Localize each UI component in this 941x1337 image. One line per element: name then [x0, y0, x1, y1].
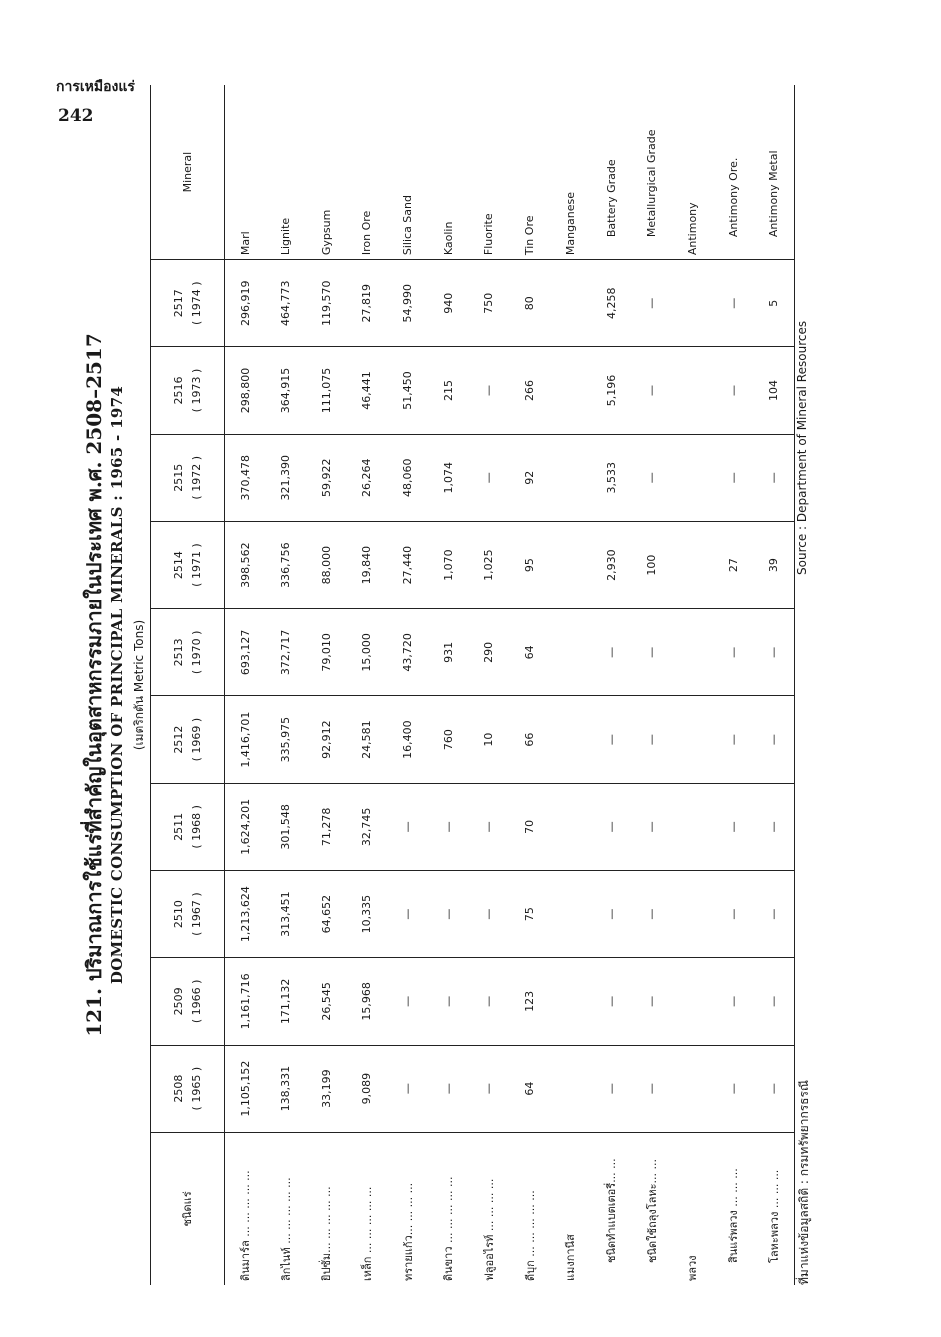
value-cell: —	[753, 783, 794, 870]
table-row	[428, 85, 469, 1285]
mineral-thai-name: ลิกไนท์ ... ... ... ... ...	[279, 1177, 293, 1281]
value-cell: 80	[509, 260, 550, 347]
value-cell: —	[428, 958, 469, 1045]
value-cell: —	[753, 870, 794, 957]
value-cell: —	[631, 1045, 672, 1132]
value-cell: —	[753, 434, 794, 521]
value-cell: 1,105,152	[225, 1045, 266, 1132]
value-cell: —	[713, 696, 754, 783]
mineral-english-name: Antimony Ore.	[713, 85, 754, 260]
table-row	[672, 85, 713, 1285]
year-header-2509	[151, 958, 225, 1045]
value-cell: —	[631, 434, 672, 521]
value-cell: 398,562	[225, 521, 266, 608]
value-cell: —	[387, 783, 428, 870]
value-cell: —	[631, 958, 672, 1045]
source-thai: ที่มาแห่งข้อมูลสถิติ : กรมทรัพยากรธรณี	[797, 1079, 811, 1285]
value-cell: 64	[509, 1045, 550, 1132]
value-cell: 19,840	[347, 521, 388, 608]
mineral-consumption-table	[150, 85, 795, 1285]
value-cell: —	[753, 958, 794, 1045]
value-cell: 138,331	[265, 1045, 306, 1132]
value-cell: 24,581	[347, 696, 388, 783]
value-cell: 104	[753, 347, 794, 434]
value-cell: 71,278	[306, 783, 347, 870]
value-cell	[550, 347, 591, 434]
value-cell: 46,441	[347, 347, 388, 434]
table-row	[509, 85, 550, 1285]
year-ad: ( 1966 )	[189, 979, 203, 1024]
value-cell: 5	[753, 260, 794, 347]
mineral-english-name: Iron Ore	[347, 85, 388, 260]
mineral-thai-name: ดินขาว ... ... ... ... ...	[442, 1176, 456, 1281]
table-row	[469, 85, 510, 1285]
value-cell: 296,919	[225, 260, 266, 347]
value-cell: —	[469, 783, 510, 870]
table-row	[387, 85, 428, 1285]
year-be: 2511	[171, 812, 185, 841]
value-cell: 760	[428, 696, 469, 783]
value-cell: —	[631, 260, 672, 347]
value-cell: —	[631, 347, 672, 434]
value-cell: 266	[509, 347, 550, 434]
mineral-thai-name: เหล็ก ... ... ... ... ...	[360, 1186, 374, 1281]
value-cell: 2,930	[591, 521, 632, 608]
mineral-english-name: Antimony Metal	[753, 85, 794, 260]
value-cell: 88,000	[306, 521, 347, 608]
value-cell	[550, 434, 591, 521]
value-cell: 27,440	[387, 521, 428, 608]
value-cell: 1,070	[428, 521, 469, 608]
mineral-thai-name: ชนิดทำแบตเตอรี่... ...	[605, 1158, 619, 1263]
value-cell: 215	[428, 347, 469, 434]
table-row	[753, 85, 794, 1285]
value-cell: 79,010	[306, 609, 347, 696]
mineral-thai-name: ทรายแก้ว... ... ... ...	[401, 1182, 415, 1281]
year-be: 2515	[171, 463, 185, 492]
mineral-thai-name: ฟลูออไรท์ ... ... ... ...	[482, 1178, 496, 1281]
value-cell: 335,975	[265, 696, 306, 783]
value-cell: —	[713, 347, 754, 434]
year-header-2515	[151, 434, 225, 521]
year-ad: ( 1971 )	[189, 543, 203, 587]
mineral-thai-name: ยิปซั่ม... ... ... ... ...	[320, 1186, 334, 1281]
table-row	[306, 85, 347, 1285]
value-cell: 39	[753, 521, 794, 608]
value-cell: 1,624,201	[225, 783, 266, 870]
value-cell: —	[591, 696, 632, 783]
mineral-thai-name: สินแร่พลวง ... ... ...	[727, 1168, 741, 1263]
year-be: 2516	[171, 376, 185, 405]
value-cell: 123	[509, 958, 550, 1045]
year-header-2516	[151, 347, 225, 434]
value-cell	[672, 1045, 713, 1132]
table-header-row	[151, 85, 225, 1285]
year-be: 2512	[171, 725, 185, 754]
value-cell: 27,819	[347, 260, 388, 347]
value-cell	[550, 696, 591, 783]
value-cell: 111,075	[306, 347, 347, 434]
value-cell: —	[469, 347, 510, 434]
year-be: 2517	[171, 289, 185, 318]
value-cell: 693,127	[225, 609, 266, 696]
value-cell: 4,258	[591, 260, 632, 347]
value-cell: 64,652	[306, 870, 347, 957]
mineral-english-name: Kaolin	[428, 85, 469, 260]
value-cell: 750	[469, 260, 510, 347]
value-cell: —	[631, 783, 672, 870]
value-cell: 119,570	[306, 260, 347, 347]
year-be: 2509	[171, 987, 185, 1016]
value-cell: 1,161,716	[225, 958, 266, 1045]
year-ad: ( 1974 )	[189, 281, 203, 326]
mineral-english-name: Marl	[225, 85, 266, 260]
value-cell: 372,717	[265, 609, 306, 696]
value-cell: 1,416,701	[225, 696, 266, 783]
table-row	[591, 85, 632, 1285]
value-cell	[550, 958, 591, 1045]
value-cell	[672, 260, 713, 347]
table-title-english: DOMESTIC CONSUMPTION OF PRINCIPAL MINERALS : 1965 - 1974	[108, 385, 126, 985]
mineral-thai-name: โลหะพลวง ... ... ...	[753, 1132, 794, 1285]
value-cell: —	[387, 1045, 428, 1132]
value-cell: —	[469, 958, 510, 1045]
value-cell: 75	[509, 870, 550, 957]
value-cell: —	[713, 609, 754, 696]
mineral-english-name: Lignite	[265, 85, 306, 260]
value-cell: 51,450	[387, 347, 428, 434]
value-cell: 32,745	[347, 783, 388, 870]
value-cell: —	[469, 870, 510, 957]
source-english: Source : Department of Mineral Resources	[795, 320, 809, 575]
value-cell: 5,196	[591, 347, 632, 434]
value-cell: 370,478	[225, 434, 266, 521]
mineral-thai-name: แมงกานีส	[564, 1234, 578, 1281]
value-cell: 313,451	[265, 870, 306, 957]
value-cell: 95	[509, 521, 550, 608]
year-be: 2508	[171, 1074, 185, 1103]
mineral-thai-name: ดีบุก ... ... ... ... ...	[523, 1190, 537, 1281]
value-cell: 15,000	[347, 609, 388, 696]
value-cell: 100	[631, 521, 672, 608]
value-cell: 43,720	[387, 609, 428, 696]
value-cell: 298,800	[225, 347, 266, 434]
value-cell: 92,912	[306, 696, 347, 783]
year-header-2508	[151, 1045, 225, 1132]
value-cell: 3,533	[591, 434, 632, 521]
mineral-thai-name: ชนิดใช้ถลุงโลหะ... ...	[645, 1158, 659, 1263]
table-unit: (เมตริกตัน Metric Tons)	[132, 619, 146, 751]
value-cell: 64	[509, 609, 550, 696]
mineral-thai-name: ดินมาร์ล ... ... ... ... ...	[239, 1170, 253, 1281]
value-cell: 1,074	[428, 434, 469, 521]
mineral-thai-name: พลวง	[686, 1255, 700, 1281]
year-header-2513	[151, 609, 225, 696]
table-row	[265, 85, 306, 1285]
value-cell	[672, 609, 713, 696]
value-cell: 16,400	[387, 696, 428, 783]
year-header-2511	[151, 783, 225, 870]
value-cell: —	[591, 1045, 632, 1132]
value-cell: 26,264	[347, 434, 388, 521]
value-cell	[672, 870, 713, 957]
year-be: 2510	[171, 900, 185, 929]
value-cell: 66	[509, 696, 550, 783]
year-ad: ( 1968 )	[189, 805, 203, 849]
year-be: 2513	[171, 638, 185, 667]
year-ad: ( 1969 )	[189, 717, 203, 762]
value-cell: —	[387, 958, 428, 1045]
value-cell: —	[591, 958, 632, 1045]
year-header-2517	[151, 260, 225, 347]
year-ad: ( 1967 )	[189, 892, 203, 936]
year-header-2510	[151, 870, 225, 957]
mineral-english-name: Gypsum	[306, 85, 347, 260]
value-cell: 70	[509, 783, 550, 870]
value-cell: 290	[469, 609, 510, 696]
chapter-header: การเหมืองแร่	[56, 79, 135, 95]
value-cell	[550, 609, 591, 696]
value-cell	[672, 958, 713, 1045]
value-cell: —	[713, 1045, 754, 1132]
value-cell: —	[387, 870, 428, 957]
page-number: 242	[58, 106, 94, 126]
value-cell: —	[469, 434, 510, 521]
value-cell: 9,089	[347, 1045, 388, 1132]
value-cell: 26,545	[306, 958, 347, 1045]
table-row	[225, 85, 266, 1285]
table-title-thai: 121. ปริมาณการใช้แร่ที่สำคัญในอุตสาหกรรมภายในประเทศ พ.ศ. 2508–2517	[82, 333, 106, 1037]
mineral-english-name: Battery Grade	[591, 85, 632, 260]
mineral-english-name: Manganese	[550, 85, 591, 260]
year-header-2512	[151, 696, 225, 783]
year-header-2514	[151, 521, 225, 608]
english-mineral-header: Mineral	[151, 85, 225, 260]
value-cell: 301,548	[265, 783, 306, 870]
value-cell: —	[469, 1045, 510, 1132]
value-cell: 10	[469, 696, 510, 783]
year-ad: ( 1970 )	[189, 630, 203, 675]
value-cell	[672, 434, 713, 521]
mineral-english-name: Fluorite	[469, 85, 510, 260]
mineral-english-name: Antimony	[672, 85, 713, 260]
value-cell: 336,756	[265, 521, 306, 608]
value-cell: 171,132	[265, 958, 306, 1045]
mineral-english-name: Silica Sand	[387, 85, 428, 260]
value-cell: 92	[509, 434, 550, 521]
value-cell: —	[753, 609, 794, 696]
table-row	[713, 85, 754, 1285]
year-ad: ( 1965 )	[189, 1066, 203, 1111]
table-row	[631, 85, 672, 1285]
value-cell: 33,199	[306, 1045, 347, 1132]
value-cell: —	[428, 1045, 469, 1132]
mineral-english-name: Tin Ore	[509, 85, 550, 260]
value-cell: —	[753, 696, 794, 783]
value-cell	[672, 783, 713, 870]
table-row	[550, 85, 591, 1285]
value-cell: —	[631, 696, 672, 783]
mineral-english-name: Metallurgical Grade	[631, 85, 672, 260]
value-cell: —	[591, 609, 632, 696]
rotated-table-page	[60, 85, 840, 1285]
year-be: 2514	[171, 551, 185, 580]
value-cell: 54,990	[387, 260, 428, 347]
value-cell	[550, 783, 591, 870]
value-cell: —	[713, 783, 754, 870]
value-cell: 59,922	[306, 434, 347, 521]
value-cell: 1,213,624	[225, 870, 266, 957]
value-cell: 48,060	[387, 434, 428, 521]
value-cell: —	[713, 958, 754, 1045]
value-cell	[550, 870, 591, 957]
value-cell: —	[591, 783, 632, 870]
value-cell: 1,025	[469, 521, 510, 608]
year-ad: ( 1973 )	[189, 368, 203, 413]
value-cell: —	[631, 870, 672, 957]
value-cell: —	[428, 783, 469, 870]
value-cell: 10,335	[347, 870, 388, 957]
thai-mineral-header: ชนิดแร่	[151, 1132, 225, 1285]
table-body	[225, 85, 795, 1285]
year-ad: ( 1972 )	[189, 456, 203, 500]
value-cell: —	[631, 609, 672, 696]
value-cell: 931	[428, 609, 469, 696]
value-cell	[672, 696, 713, 783]
value-cell	[550, 260, 591, 347]
value-cell: 27	[713, 521, 754, 608]
value-cell	[672, 347, 713, 434]
value-cell	[672, 521, 713, 608]
value-cell	[550, 521, 591, 608]
value-cell: 321,390	[265, 434, 306, 521]
value-cell: —	[428, 870, 469, 957]
value-cell: —	[591, 870, 632, 957]
table-row	[347, 85, 388, 1285]
value-cell: —	[713, 870, 754, 957]
value-cell: —	[753, 1045, 794, 1132]
value-cell: —	[713, 434, 754, 521]
value-cell: —	[713, 260, 754, 347]
value-cell: 364,915	[265, 347, 306, 434]
value-cell: 940	[428, 260, 469, 347]
value-cell	[550, 1045, 591, 1132]
value-cell: 15,968	[347, 958, 388, 1045]
value-cell: 464,773	[265, 260, 306, 347]
